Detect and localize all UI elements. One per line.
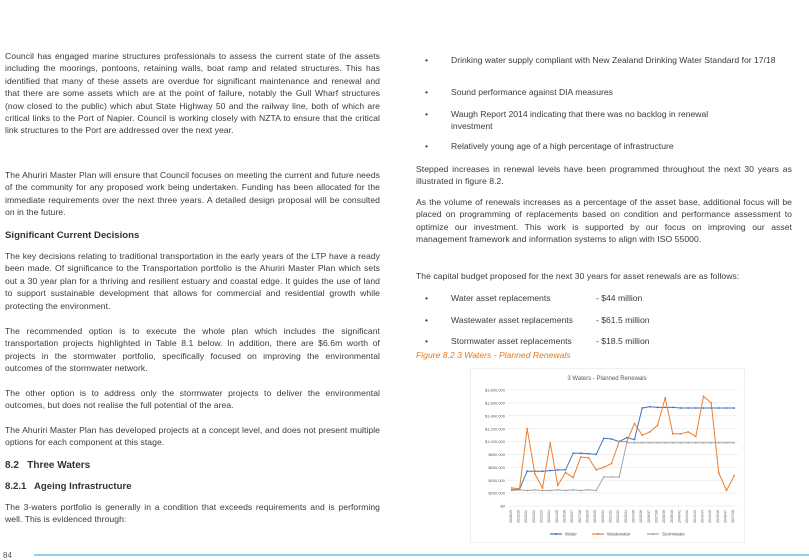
x-tick-label: 2041/42: [685, 510, 690, 523]
data-point-wastewater: [687, 431, 689, 433]
bullet-icon: •: [425, 87, 429, 97]
bullet-icon: •: [425, 336, 429, 346]
data-point-water: [657, 407, 659, 409]
heading-ageing-infrastructure: 8.2.1 Ageing Infrastructure: [5, 481, 132, 492]
data-point-wastewater: [511, 487, 513, 489]
data-point-wastewater: [588, 457, 590, 459]
paragraph-stepped-increases: Stepped increases in renewal levels have been programmed throughout the next 30 years as illustrated in figure 8.2.: [416, 164, 792, 187]
x-tick-label: 2027/28: [577, 510, 582, 523]
x-tick-label: 2031/32: [608, 510, 613, 523]
paragraph-renewal-volume: As the volume of renewals increases as a percentage of the asset base, additional focus will be placed on programming of replacements based on condition and performance assessment to optimize our investment. This work is supported by our focus on improving our asset management framework and information systems to align with ISO 55000.: [416, 197, 792, 245]
data-point-stormwater: [726, 442, 728, 444]
x-tick-label: 2022/23: [539, 510, 544, 523]
x-tick-label: 2047/48: [731, 510, 736, 523]
data-point-water: [595, 454, 597, 456]
x-tick-label: 2025/26: [562, 510, 567, 523]
data-point-stormwater: [511, 490, 513, 492]
data-point-stormwater: [695, 442, 697, 444]
data-point-wastewater: [603, 466, 605, 468]
y-tick-label: $1,200,000: [484, 426, 505, 432]
data-point-stormwater: [618, 476, 620, 478]
data-point-stormwater: [549, 490, 551, 492]
x-tick-label: 2032/33: [616, 510, 621, 523]
data-point-wastewater: [657, 425, 659, 427]
data-point-wastewater: [710, 402, 712, 404]
bullet-icon: •: [425, 315, 429, 325]
data-point-water: [672, 407, 674, 409]
data-point-stormwater: [626, 442, 628, 444]
data-point-wastewater: [618, 441, 620, 443]
x-tick-label: 2043/44: [700, 510, 705, 523]
bullet-icon: •: [425, 141, 429, 151]
data-point-water: [572, 452, 574, 454]
legend-marker: [652, 533, 654, 535]
paragraph-recommended-option: The recommended option is to execute the whole plan which includes the significant transportation projects highlighted in Table 8.1 below. In addition, there are $6.6m worth of projects in the stormwater portfolio, specifically focused on improving the environmental outcomes of the stormwater network.: [5, 326, 380, 374]
data-point-stormwater: [534, 489, 536, 491]
heading-significant-decisions: Significant Current Decisions: [5, 230, 140, 241]
x-tick-label: 2039/40: [669, 510, 674, 523]
legend-marker: [555, 533, 557, 535]
data-point-wastewater: [565, 472, 567, 474]
data-point-wastewater: [634, 423, 636, 425]
legend-label: Water: [565, 531, 577, 537]
data-point-stormwater: [733, 442, 735, 444]
x-tick-label: 2046/47: [723, 510, 728, 523]
data-point-stormwater: [672, 442, 674, 444]
footer-divider: [34, 554, 809, 556]
paragraph-capital-budget: The capital budget proposed for the next 30 years for asset renewals are as follows:: [416, 271, 740, 281]
legend-label: Wastewater: [607, 531, 631, 537]
data-point-wastewater: [664, 397, 666, 399]
legend-label: Stormwater: [662, 531, 686, 537]
renewals-chart: [470, 368, 745, 543]
data-point-stormwater: [565, 490, 567, 492]
data-point-stormwater: [718, 442, 720, 444]
data-point-stormwater: [595, 490, 597, 492]
data-point-water: [641, 407, 643, 409]
data-point-wastewater: [641, 434, 643, 436]
data-point-wastewater: [733, 475, 735, 477]
x-tick-label: 2030/31: [600, 510, 605, 523]
data-point-water: [626, 437, 628, 439]
data-point-water: [565, 469, 567, 471]
data-point-stormwater: [580, 490, 582, 492]
data-point-stormwater: [641, 442, 643, 444]
data-point-stormwater: [542, 490, 544, 492]
data-point-wastewater: [542, 487, 544, 489]
data-point-wastewater: [595, 469, 597, 471]
y-tick-label: $1,800,000: [484, 387, 505, 393]
paragraph-key-decisions: The key decisions relating to traditional transportation in the early years of the LTP have a ready been made. Of significance to the Transportation portfolio is the Ahuriri Master Plan which sets out a 30 year plan for a thriving and resilient estuary and coastal edge. It guides the use of land to support sustainable development that allows for commercial and residential growth while protecting the environment.: [5, 251, 380, 311]
data-point-stormwater: [611, 476, 613, 478]
y-tick-label: $1,000,000: [484, 439, 505, 445]
paragraph-concept-level: The Ahuriri Master Plan has developed projects at a concept level, and does not present multiple options for each component at this stage.: [5, 425, 380, 448]
x-tick-label: 2035/36: [639, 510, 644, 523]
data-point-stormwater: [657, 442, 659, 444]
data-point-water: [695, 407, 697, 409]
data-point-stormwater: [634, 442, 636, 444]
data-point-water: [611, 438, 613, 440]
data-point-wastewater: [611, 463, 613, 465]
paragraph-marine-structures: Council has engaged marine structures professionals to assess the current state of the assets including the moorings, pontoons, retaining walls, boat ramp and related structures. This has identified that many of these assets are overdue for significant maintenance and renewal and that there are some assets which are at the point of failure, notably the Gull Wharf structures (now closed to the public) which abut State Highway 50 and the railway line, both of which are critical links to the Port of Napier. Council is working closely with NZTA to ensure that the critical link structures to the Port are addressed over the next year.: [5, 51, 380, 136]
data-point-stormwater: [664, 442, 666, 444]
paragraph-master-plan: The Ahuriri Master Plan will ensure that Council focuses on meeting the current and future needs of the community for any proposed work being undertaken. Funding has been allocated for the immediate requirements over the next three years. A detailed design proposal will be consulted on in the future.: [5, 170, 380, 218]
data-point-wastewater: [695, 436, 697, 438]
data-point-water: [649, 406, 651, 408]
data-point-stormwater: [687, 442, 689, 444]
data-point-water: [557, 469, 559, 471]
bullet-icon: •: [425, 55, 429, 65]
data-point-stormwater: [703, 442, 705, 444]
legend-marker: [597, 533, 599, 535]
data-point-stormwater: [710, 442, 712, 444]
y-tick-label: $200,000: [488, 490, 505, 496]
x-tick-label: 2021/22: [531, 510, 536, 523]
data-point-wastewater: [680, 433, 682, 435]
data-point-wastewater: [534, 473, 536, 475]
x-tick-label: 2018/19: [508, 510, 513, 523]
x-tick-label: 2020/21: [524, 510, 529, 523]
data-point-stormwater: [557, 489, 559, 491]
data-point-water: [703, 407, 705, 409]
x-tick-label: 2028/29: [585, 510, 590, 523]
data-point-stormwater: [603, 476, 605, 478]
x-tick-label: 2019/20: [516, 510, 521, 523]
y-tick-label: $0: [500, 503, 505, 509]
data-point-water: [549, 470, 551, 472]
data-point-water: [634, 439, 636, 441]
data-point-water: [526, 470, 528, 472]
data-point-wastewater: [557, 484, 559, 486]
data-point-wastewater: [649, 431, 651, 433]
y-tick-label: $1,600,000: [484, 400, 505, 406]
page-number: 84: [3, 551, 12, 560]
data-point-wastewater: [672, 433, 674, 435]
bullet-icon: •: [425, 109, 429, 119]
data-point-water: [726, 407, 728, 409]
x-tick-label: 2026/27: [570, 510, 575, 523]
chart-title: 3 Waters - Planned Renewals: [567, 376, 647, 382]
data-point-wastewater: [726, 490, 728, 492]
data-point-wastewater: [526, 428, 528, 430]
x-tick-label: 2045/46: [715, 510, 720, 523]
data-point-water: [680, 407, 682, 409]
x-tick-label: 2029/30: [593, 510, 598, 523]
y-tick-label: $800,000: [488, 452, 505, 458]
paragraph-portfolio-condition: The 3-waters portfolio is generally in a condition that exceeds requirements and is performing well. This is evidenced through:: [5, 502, 380, 525]
x-tick-label: 2036/37: [646, 510, 651, 523]
y-tick-label: $400,000: [488, 477, 505, 483]
data-point-water: [718, 407, 720, 409]
data-point-water: [603, 437, 605, 439]
x-tick-label: 2023/24: [547, 510, 552, 523]
x-tick-label: 2038/39: [662, 510, 667, 523]
data-point-water: [580, 452, 582, 454]
data-point-water: [542, 470, 544, 472]
data-point-stormwater: [588, 489, 590, 491]
data-point-wastewater: [580, 456, 582, 458]
data-point-stormwater: [526, 490, 528, 492]
data-point-stormwater: [680, 442, 682, 444]
x-tick-label: 2037/38: [654, 510, 659, 523]
figure-caption: Figure 8.2 3 Waters - Planned Renewals: [416, 350, 571, 360]
data-point-wastewater: [549, 442, 551, 444]
x-tick-label: 2044/45: [708, 510, 713, 523]
data-point-wastewater: [572, 477, 574, 479]
paragraph-other-option: The other option is to address only the stormwater projects to deliver the environmental outcomes, but does not realise the full potential of the area.: [5, 388, 380, 411]
data-point-water: [733, 407, 735, 409]
data-point-water: [687, 407, 689, 409]
data-point-wastewater: [718, 472, 720, 474]
x-tick-label: 2034/35: [631, 510, 636, 523]
y-tick-label: $1,400,000: [484, 413, 505, 419]
x-tick-label: 2024/25: [554, 510, 559, 523]
data-point-stormwater: [649, 442, 651, 444]
data-point-water: [664, 407, 666, 409]
data-point-stormwater: [572, 489, 574, 491]
data-point-stormwater: [519, 489, 521, 491]
data-point-wastewater: [703, 396, 705, 398]
x-tick-label: 2042/43: [692, 510, 697, 523]
bullet-icon: •: [425, 293, 429, 303]
data-point-water: [588, 453, 590, 455]
x-tick-label: 2040/41: [677, 510, 682, 523]
x-tick-label: 2033/34: [623, 510, 628, 523]
y-tick-label: $600,000: [488, 464, 505, 470]
heading-three-waters: 8.2 Three Waters: [5, 460, 91, 471]
